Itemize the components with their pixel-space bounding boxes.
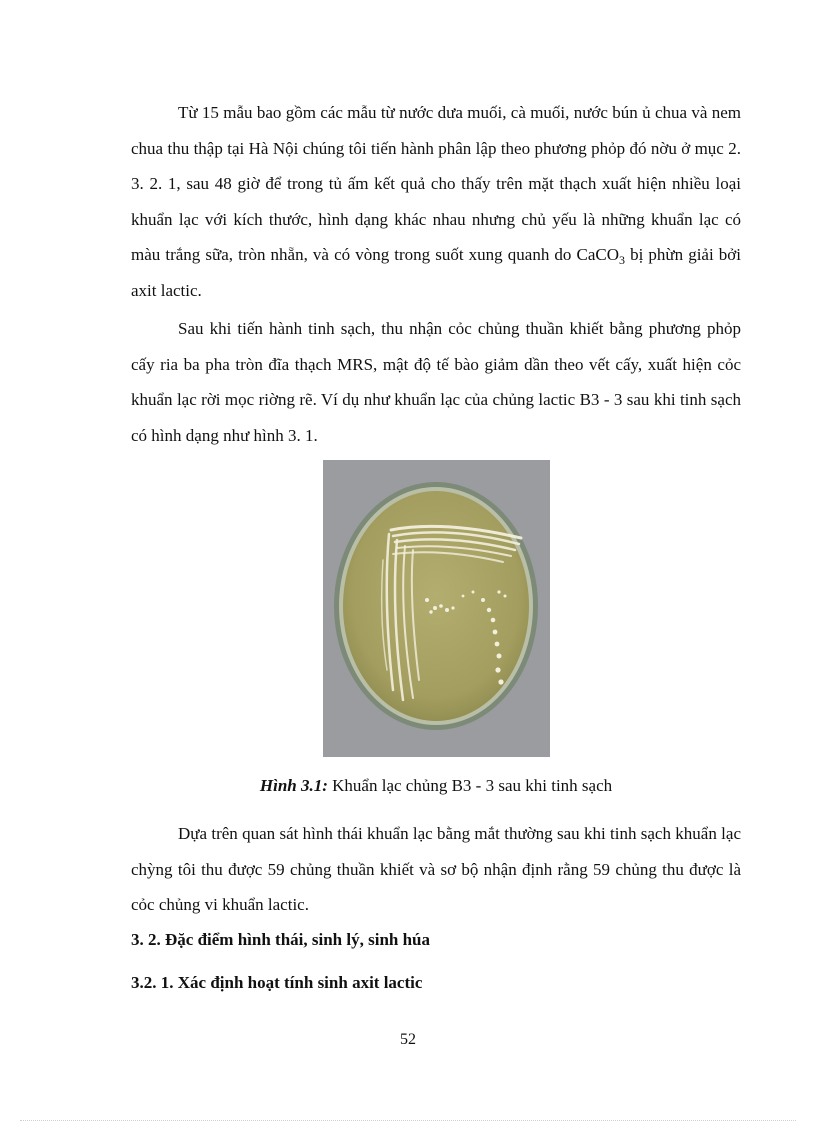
- section-heading: 3. 2. Đặc điểm hình thái, sinh lý, sinh húa: [131, 930, 431, 949]
- paragraph-text-end: bị phừn giải bởi axit lactic.: [131, 245, 741, 300]
- figure-caption: [131, 776, 741, 796]
- paragraph-text: Từ 15 mẫu bao gồm các mẫu từ nước dưa muối, cà muối, nước bún ủ chua và nem chua thu thập tại Hà Nội chúng tôi tiến hành phân lập theo phương phỏp đó nờu ở mục 2. 3. 2. 1, sau 48 giờ để trong tủ ấm kết quả cho thấy trên mặt thạch xuất hiện nhiều loại khuẩn lạc với kích thước, hình dạng khác nhau nhưng chủ yếu là những khuẩn lạc có màu trắng sữa, tròn nhẵn, và có vòng trong suốt xung quanh do CaCO: [131, 103, 741, 264]
- paragraph-conclusion: Dựa trên quan sát hình thái khuẩn lạc bằng mắt thường sau khi tinh sạch khuẩn lạc chỳng tôi thu được 59 chủng thuần khiết và sơ bộ nhận định rằng 59 chủng thu được là cỏc chủng vi khuẩn lactic.: [131, 824, 741, 914]
- page-bottom-divider: [20, 1120, 796, 1121]
- figure-caption-text: Khuẩn lạc chủng B3 - 3 sau khi tinh sạch: [327, 776, 613, 795]
- subscript-3: 3: [619, 253, 625, 267]
- paragraph-purification: Sau khi tiến hành tinh sạch, thu nhận cỏc chủng thuần khiết bằng phương phỏp cấy ria ba pha tròn đĩa thạch MRS, mật độ tế bào giảm dần theo vết cấy, xuất hiện cỏc khuẩn lạc rời mọc riờng rẽ. Ví dụ như khuẩn lạc của chủng lactic B3 - 3 sau khi tinh sạch có hình dạng như hình 3. 1.: [131, 319, 741, 445]
- subsection-heading: 3.2. 1. Xác định hoạt tính sinh axit lactic: [131, 973, 423, 992]
- page-number: 52: [400, 1031, 416, 1048]
- figure-caption-label: Hình 3.1:: [259, 776, 328, 795]
- paragraph-isolation-results: [131, 95, 741, 308]
- petri-dish-photo: [323, 460, 550, 757]
